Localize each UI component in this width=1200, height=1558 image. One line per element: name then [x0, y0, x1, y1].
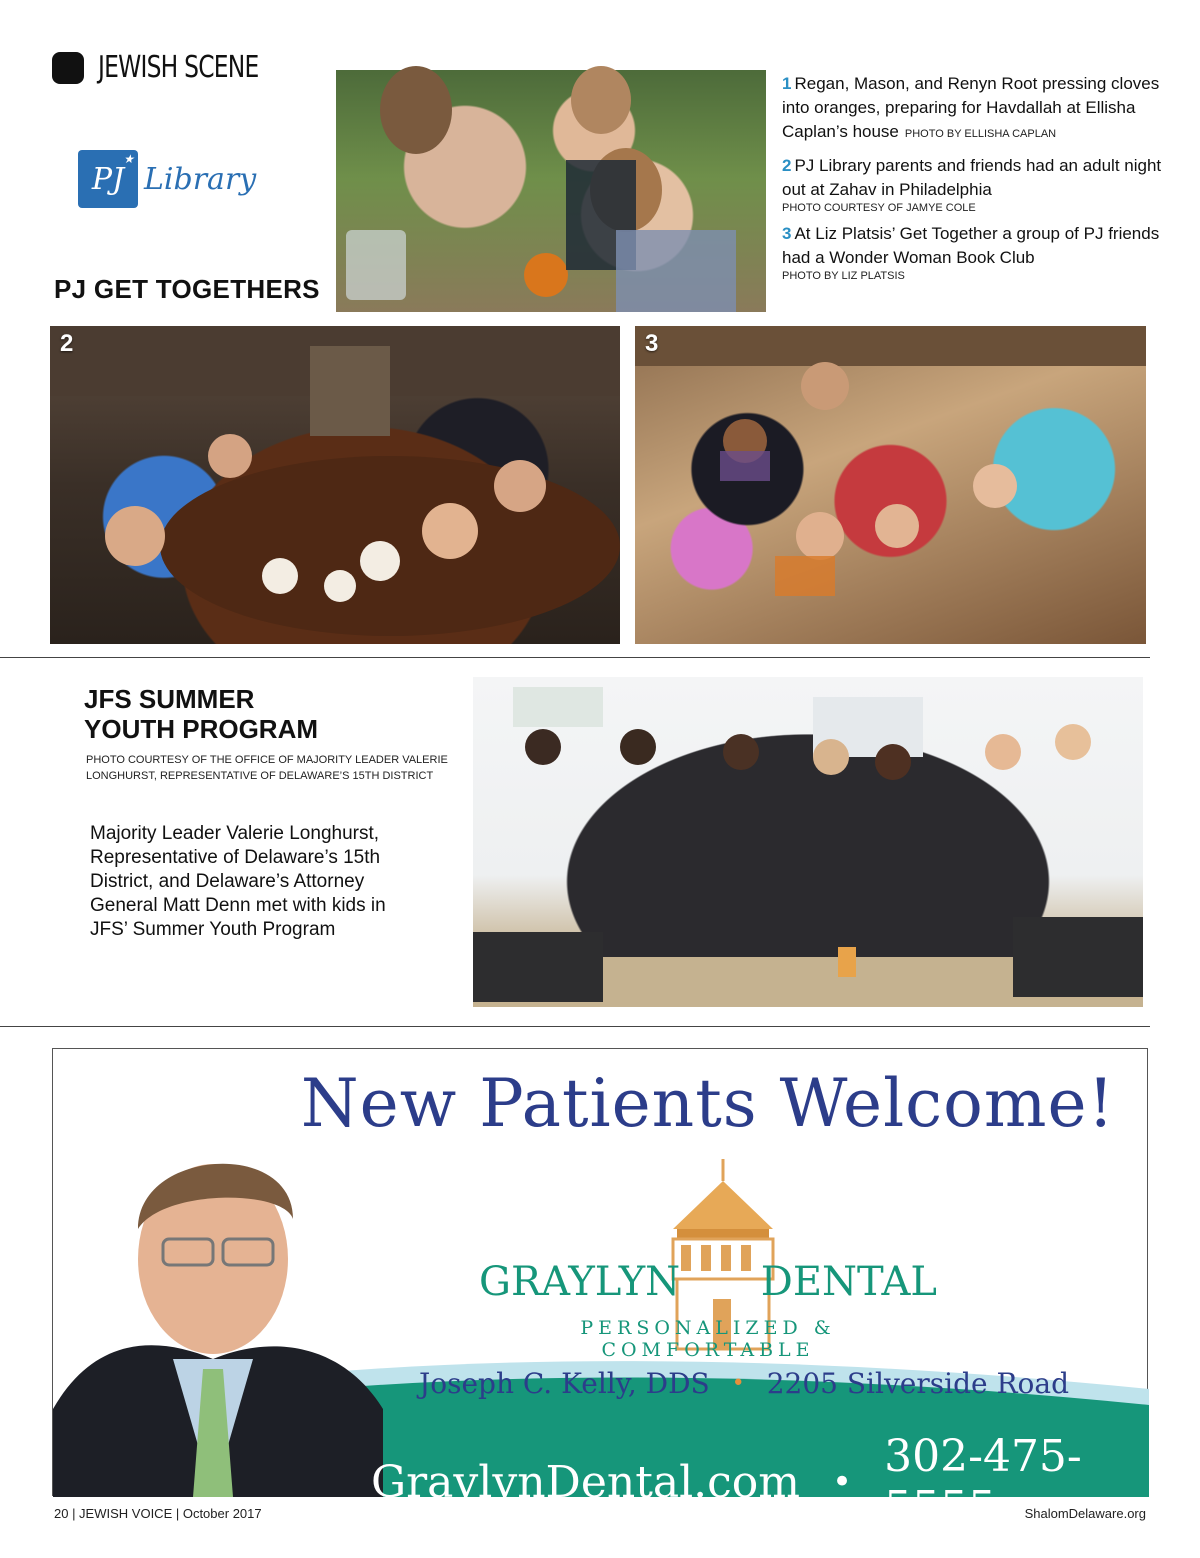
- caption-1-credit: PHOTO BY ELLISHA CAPLAN: [904, 128, 1057, 140]
- jfs-title-line2: YOUTH PROGRAM: [84, 714, 318, 744]
- ad-separator: •: [731, 1371, 745, 1396]
- caption-3-number: 3: [782, 224, 792, 243]
- photo-havdallah-illustration: [336, 70, 766, 312]
- jfs-photo-credit: PHOTO COURTESY OF THE OFFICE OF MAJORITY LEADER VALERIE LONGHURST, REPRESENTATIVE OF DELAWARE’S 15TH DISTRICT: [86, 754, 448, 782]
- ad-headline: New Patients Welcome!: [300, 1065, 1116, 1142]
- pj-logo-mark: [78, 150, 138, 208]
- ad-phone[interactable]: 302-475-5555: [884, 1431, 1082, 1533]
- ad-brand: [473, 1259, 943, 1315]
- photo-number-2: 2: [60, 330, 74, 357]
- star-icon: ★: [123, 152, 134, 166]
- photo-jfs-group: [473, 677, 1143, 1007]
- ad-address: 2205 Silverside Road: [766, 1367, 1070, 1400]
- captions: [782, 72, 1162, 290]
- section-square-icon: [52, 52, 84, 84]
- divider-2: [0, 1026, 1150, 1027]
- jfs-body: Majority Leader Valerie Longhurst, Representative of Delaware’s 15th District, and Delaware’s Attorney General Matt Denn met with kids in JFS’ Summer Youth Program: [90, 823, 386, 940]
- pj-logo-mark-text: PJ: [91, 161, 125, 197]
- photo-number-3: 3: [645, 330, 659, 357]
- caption-1-number: 1: [782, 74, 792, 93]
- footer-folio: 20 | JEWISH VOICE | October 2017: [54, 1506, 262, 1521]
- jfs-title: [84, 684, 318, 744]
- caption-3-text: [782, 222, 1162, 270]
- pj-heading: PJ GET TOGETHERS: [54, 274, 320, 304]
- section-header: [52, 50, 304, 85]
- ad-brand-right: DENTAL: [760, 1259, 937, 1305]
- photo-jfs-illustration: [473, 677, 1143, 1007]
- caption-2-text: [782, 154, 1162, 202]
- section-title: JEWISH SCENE: [98, 50, 259, 85]
- caption-3-body: At Liz Platsis’ Get Together a group of PJ friends had a Wonder Woman Book Club: [782, 224, 1160, 267]
- caption-2-number: 2: [782, 156, 792, 175]
- caption-1-body: Regan, Mason, and Renyn Root pressing cloves into oranges, preparing for Havdallah at Ellisha Caplan’s house: [782, 74, 1160, 141]
- caption-1-text: [782, 72, 1162, 146]
- ad-brand-left: GRAYLYN: [479, 1259, 681, 1305]
- photo-club-illustration: [635, 326, 1146, 644]
- photo-wonder-woman-club: [635, 326, 1146, 644]
- photo-zahav-dinner: [50, 326, 620, 644]
- divider-1: [0, 657, 1150, 658]
- ad-tagline: PERSONALIZED & COMFORTABLE: [580, 1317, 836, 1361]
- ad-web-separator: •: [832, 1462, 853, 1502]
- ad-contact: [419, 1367, 1069, 1400]
- pj-library-logo: [78, 150, 274, 208]
- doctor-portrait: [53, 1109, 383, 1497]
- footer-site-link[interactable]: ShalomDelaware.org: [1024, 1506, 1146, 1521]
- caption-2-body: PJ Library parents and friends had an adult night out at Zahav in Philadelphia: [782, 156, 1162, 199]
- caption-2: [782, 154, 1162, 214]
- ad-website-link[interactable]: GraylynDental.com: [371, 1456, 801, 1508]
- photo-zahav-illustration: [50, 326, 620, 644]
- jfs-title-line1: JFS SUMMER: [84, 684, 255, 714]
- caption-1: [782, 72, 1162, 146]
- ad-doctor: Joseph C. Kelly, DDS: [419, 1367, 710, 1400]
- pj-logo-text: Library: [144, 161, 257, 197]
- caption-3: [782, 222, 1162, 282]
- caption-2-credit: PHOTO COURTESY OF JAMYE COLE: [782, 202, 976, 214]
- caption-3-credit: PHOTO BY LIZ PLATSIS: [782, 270, 905, 282]
- photo-havdallah: [336, 70, 766, 312]
